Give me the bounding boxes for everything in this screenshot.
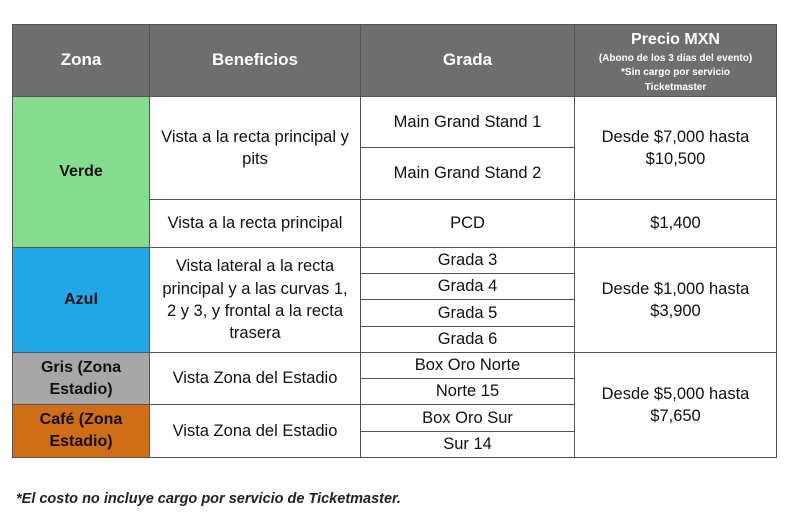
stand-grada-3: Grada 3 (360, 247, 575, 274)
zone-cafe: Café (Zona Estadio) (12, 404, 150, 458)
price-estadio: Desde $5,000 hasta $7,650 (574, 352, 777, 458)
benefit-gris: Vista Zona del Estadio (149, 352, 361, 405)
zone-gris: Gris (Zona Estadio) (12, 352, 150, 405)
header-precio-title: Precio MXN (631, 30, 720, 48)
stand-box-oro-norte: Box Oro Norte (360, 352, 575, 379)
stand-grada-6: Grada 6 (360, 326, 575, 353)
stand-box-oro-sur: Box Oro Sur (360, 404, 575, 432)
benefit-azul: Vista lateral a la recta principal y a las curvas 1, 2 y 3, y frontal a la recta trasera (149, 247, 361, 353)
header-beneficios: Beneficios (149, 24, 361, 97)
price-verde-main: Desde $7,000 hasta $10,500 (574, 96, 777, 200)
zone-verde: Verde (12, 96, 150, 248)
header-precio (574, 24, 777, 97)
header-precio-sub-2: *Sin cargo por servicio (621, 67, 730, 79)
zone-azul: Azul (12, 247, 150, 353)
stand-grada-5: Grada 5 (360, 299, 575, 327)
benefit-verde-pcd: Vista a la recta principal (149, 199, 361, 248)
stand-norte-15: Norte 15 (360, 378, 575, 405)
header-precio-sub-1: (Abono de los 3 días del evento) (598, 52, 753, 64)
stand-main-grand-stand-2: Main Grand Stand 2 (360, 147, 575, 200)
header-precio-sub-3: Ticketmaster (644, 81, 707, 93)
stand-sur-14: Sur 14 (360, 431, 575, 458)
price-verde-pcd: $1,400 (574, 199, 777, 248)
header-zona: Zona (12, 24, 150, 97)
stand-pcd: PCD (360, 199, 575, 248)
benefit-cafe: Vista Zona del Estadio (149, 404, 361, 458)
benefit-verde-main: Vista a la recta principal y pits (149, 96, 361, 200)
footnote: *El costo no incluye cargo por servicio de Ticketmaster. (16, 491, 401, 507)
price-azul: Desde $1,000 hasta $3,900 (574, 247, 777, 353)
stand-main-grand-stand-1: Main Grand Stand 1 (360, 96, 575, 148)
header-grada: Grada (360, 24, 575, 97)
stand-grada-4: Grada 4 (360, 273, 575, 300)
